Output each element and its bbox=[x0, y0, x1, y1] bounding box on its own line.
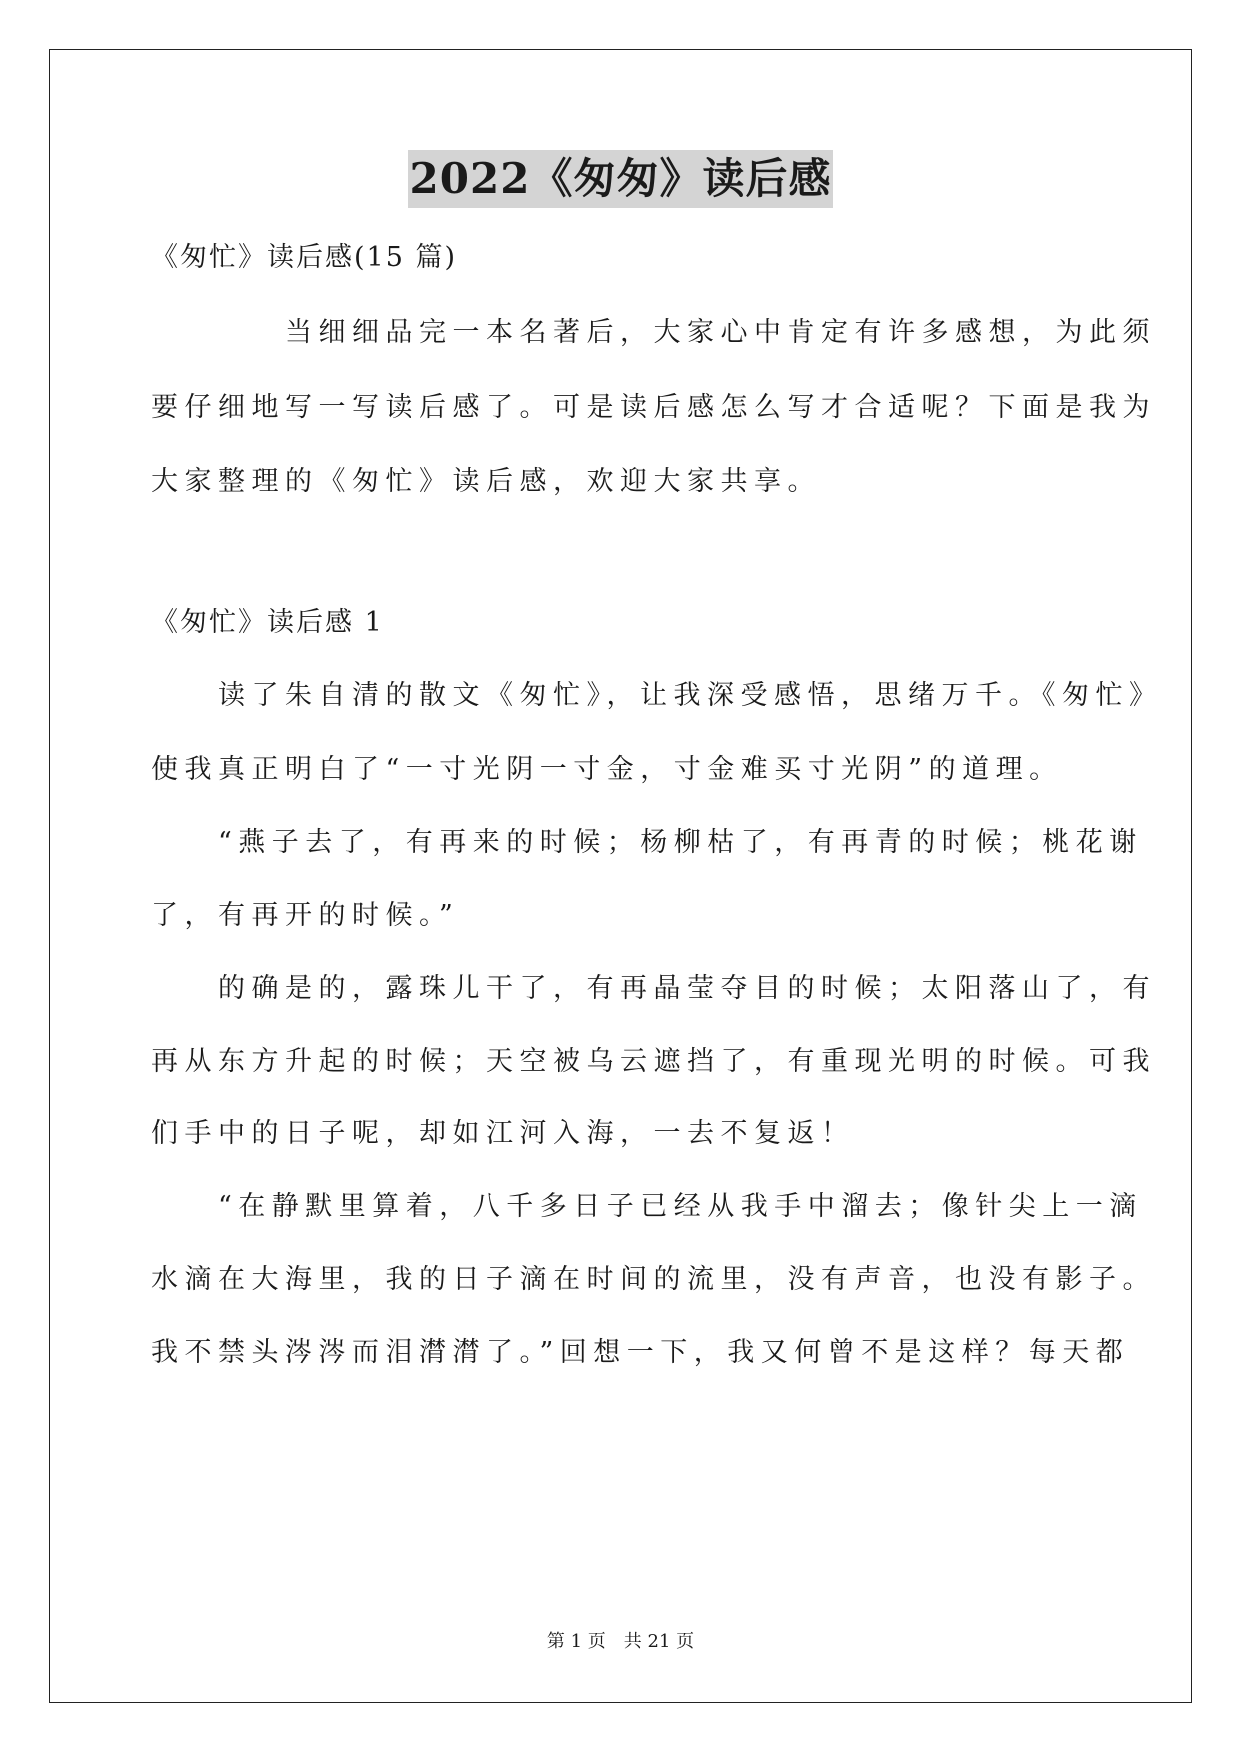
paragraph-line: 的确是的，露珠儿干了，有再晶莹夺目的时候；太阳落山了，有 bbox=[151, 973, 1156, 1004]
paragraph-line: 我不禁头涔涔而泪潸潸了。”回想一下，我又何曾不是这样？每天都 bbox=[151, 1337, 1130, 1368]
page-number-text: 第 1 页 共 21 页 bbox=[546, 1631, 695, 1652]
page-border bbox=[49, 49, 1192, 1703]
paragraph-line: 使我真正明白了“一寸光阴一寸金，寸金难买寸光阴”的道理。 bbox=[151, 754, 1063, 785]
page-footer bbox=[0, 1630, 1241, 1654]
document-title bbox=[0, 150, 1241, 208]
paragraph-line: 读了朱自清的散文《匆忙》，让我深受感悟，思绪万千。《匆忙》 bbox=[151, 680, 1163, 711]
paragraph-line: 了，有再开的时候。” bbox=[151, 900, 460, 931]
paragraph-line: “燕子去了，有再来的时候；杨柳枯了，有再青的时候；桃花谢 bbox=[151, 827, 1143, 858]
subtitle-line: 《匆忙》读后感(15 篇) bbox=[151, 242, 458, 273]
paragraph-line: 再从东方升起的时候；天空被乌云遮挡了，有重现光明的时候。可我 bbox=[151, 1046, 1156, 1077]
paragraph-line: 们手中的日子呢，却如江河入海，一去不复返！ bbox=[151, 1118, 855, 1149]
paragraph-line: 当细细品完一本名著后，大家心中肯定有许多感想，为此须 bbox=[151, 317, 1156, 348]
paragraph-line: 大家整理的《匆忙》读后感，欢迎大家共享。 bbox=[151, 466, 821, 497]
paragraph-line: 要仔细地写一写读后感了。可是读后感怎么写才合适呢？下面是我为 bbox=[151, 392, 1156, 423]
title-text: 2022《匆匆》读后感 bbox=[408, 150, 834, 208]
paragraph-line: 水滴在大海里，我的日子滴在时间的流里，没有声音，也没有影子。 bbox=[151, 1264, 1156, 1295]
section-heading: 《匆忙》读后感 1 bbox=[151, 607, 384, 638]
paragraph-line: “在静默里算着，八千多日子已经从我手中溜去；像针尖上一滴 bbox=[151, 1191, 1143, 1222]
